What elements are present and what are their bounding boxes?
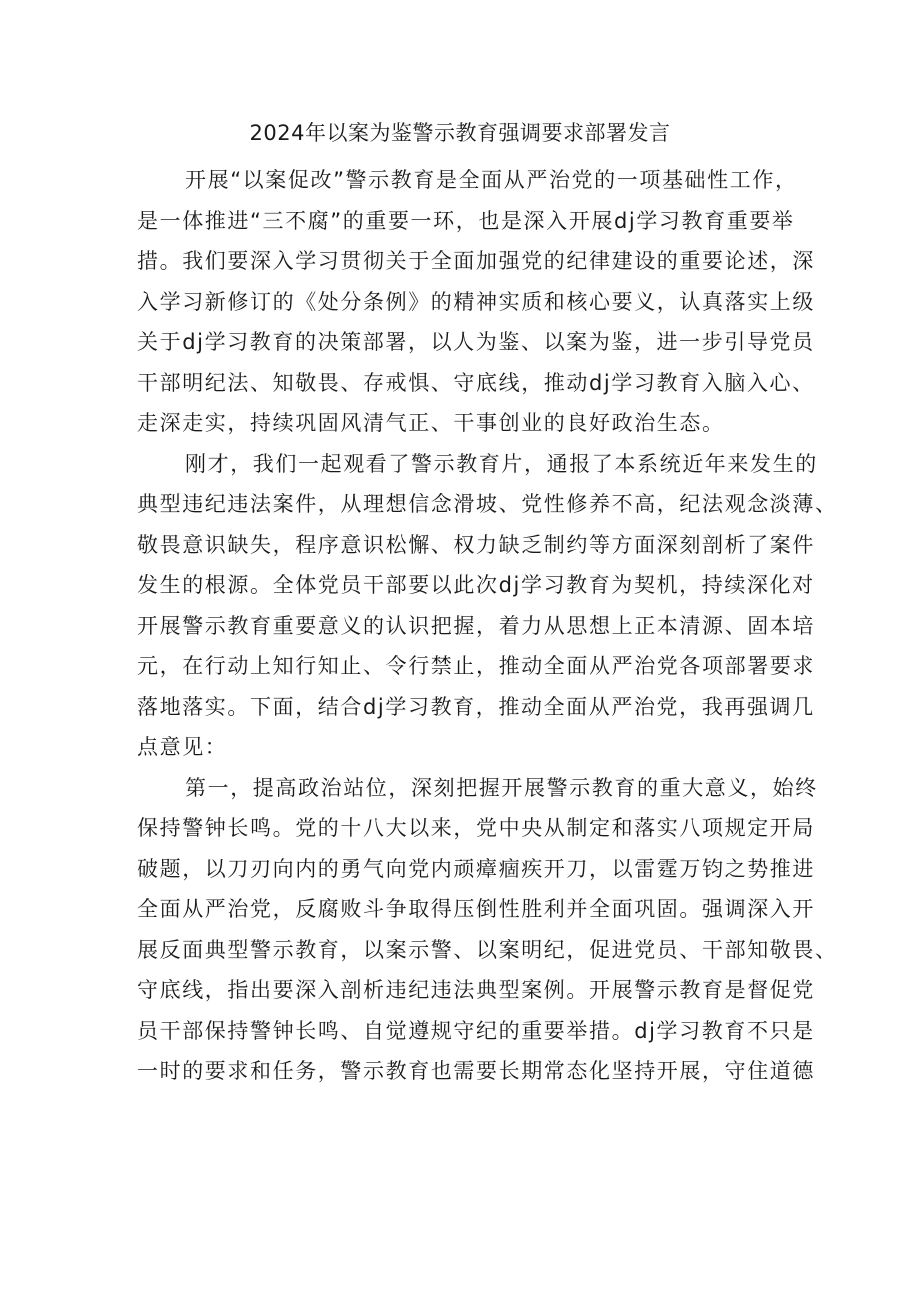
text-line: 员干部保持警钟长鸣、自觉遵规守纪的重要举措。dj学习教育不只是 (137, 1018, 815, 1043)
text-line: 守底线，指出要深入剖析违纪违法典型案例。开展警示教育是督促党 (137, 978, 815, 1002)
text-line: 发生的根源。全体党员干部要以此次dj学习教育为契机，持续深化对 (137, 573, 815, 597)
text-line: 是一体推进“三不腐”的重要一环，也是深入开展dj学习教育重要举 (137, 208, 795, 233)
text-line: 开展警示教育重要意义的认识把握，着力从思想上正本清源、固本培 (137, 613, 815, 638)
text-line: 第一，提高政治站位，深刻把握开展警示教育的重大意义，始终 (185, 775, 818, 800)
document-title: 2024年以案为鉴警示教育强调要求部署发言 (249, 121, 671, 145)
text-line: 措。我们要深入学习贯彻关于全面加强党的纪律建设的重要论述，深 (137, 249, 815, 273)
paragraph-intro (137, 160, 815, 444)
text-line: 一时的要求和任务，警示教育也需要长期常态化坚持开展，守住道德 (137, 1059, 815, 1083)
text-line: 点意见： (137, 735, 228, 759)
text-line: 开展“以案促改”警示教育是全面从严治党的一项基础性工作， (185, 168, 798, 192)
text-line: 走深走实，持续巩固风清气正、干事创业的良好政治生态。 (137, 411, 725, 435)
text-line: 刚才，我们一起观看了警示教育片，通报了本系统近年来发生的 (185, 451, 818, 476)
text-line: 干部明纪法、知敬畏、存戒惧、守底线，推动dj学习教育入脑入心、 (137, 370, 815, 395)
text-line: 保持警钟长鸣。党的十八大以来，党中央从制定和落实八项规定开局 (137, 816, 815, 840)
text-line: 元，在行动上知行知止、令行禁止，推动全面从严治党各项部署要求 (137, 654, 815, 678)
text-line: 关于dj学习教育的决策部署，以人为鉴、以案为鉴，进一步引导党员 (137, 330, 815, 354)
paragraph-case-review (137, 444, 838, 768)
document-body (137, 160, 838, 1092)
text-line: 典型违纪违法案件，从理想信念滑坡、党性修养不高，纪法观念淡薄、 (137, 492, 838, 516)
paragraph-point-one (137, 768, 838, 1092)
text-line: 入学习新修订的《处分条例》的精神实质和核心要义，认真落实上级 (137, 289, 815, 314)
text-line: 全面从严治党，反腐败斗争取得压倒性胜利并全面巩固。强调深入开 (137, 897, 815, 921)
text-line: 展反面典型警示教育，以案示警、以案明纪，促进党员、干部知敬畏、 (137, 937, 838, 962)
text-line: 落地落实。下面，结合dj学习教育，推动全面从严治党，我再强调几 (137, 694, 815, 719)
text-line: 破题，以刀刃向内的勇气向党内顽瘴痼疾开刀，以雷霆万钧之势推进 (137, 856, 815, 881)
text-line: 敬畏意识缺失，程序意识松懈、权力缺乏制约等方面深刻剖析了案件 (137, 532, 815, 557)
